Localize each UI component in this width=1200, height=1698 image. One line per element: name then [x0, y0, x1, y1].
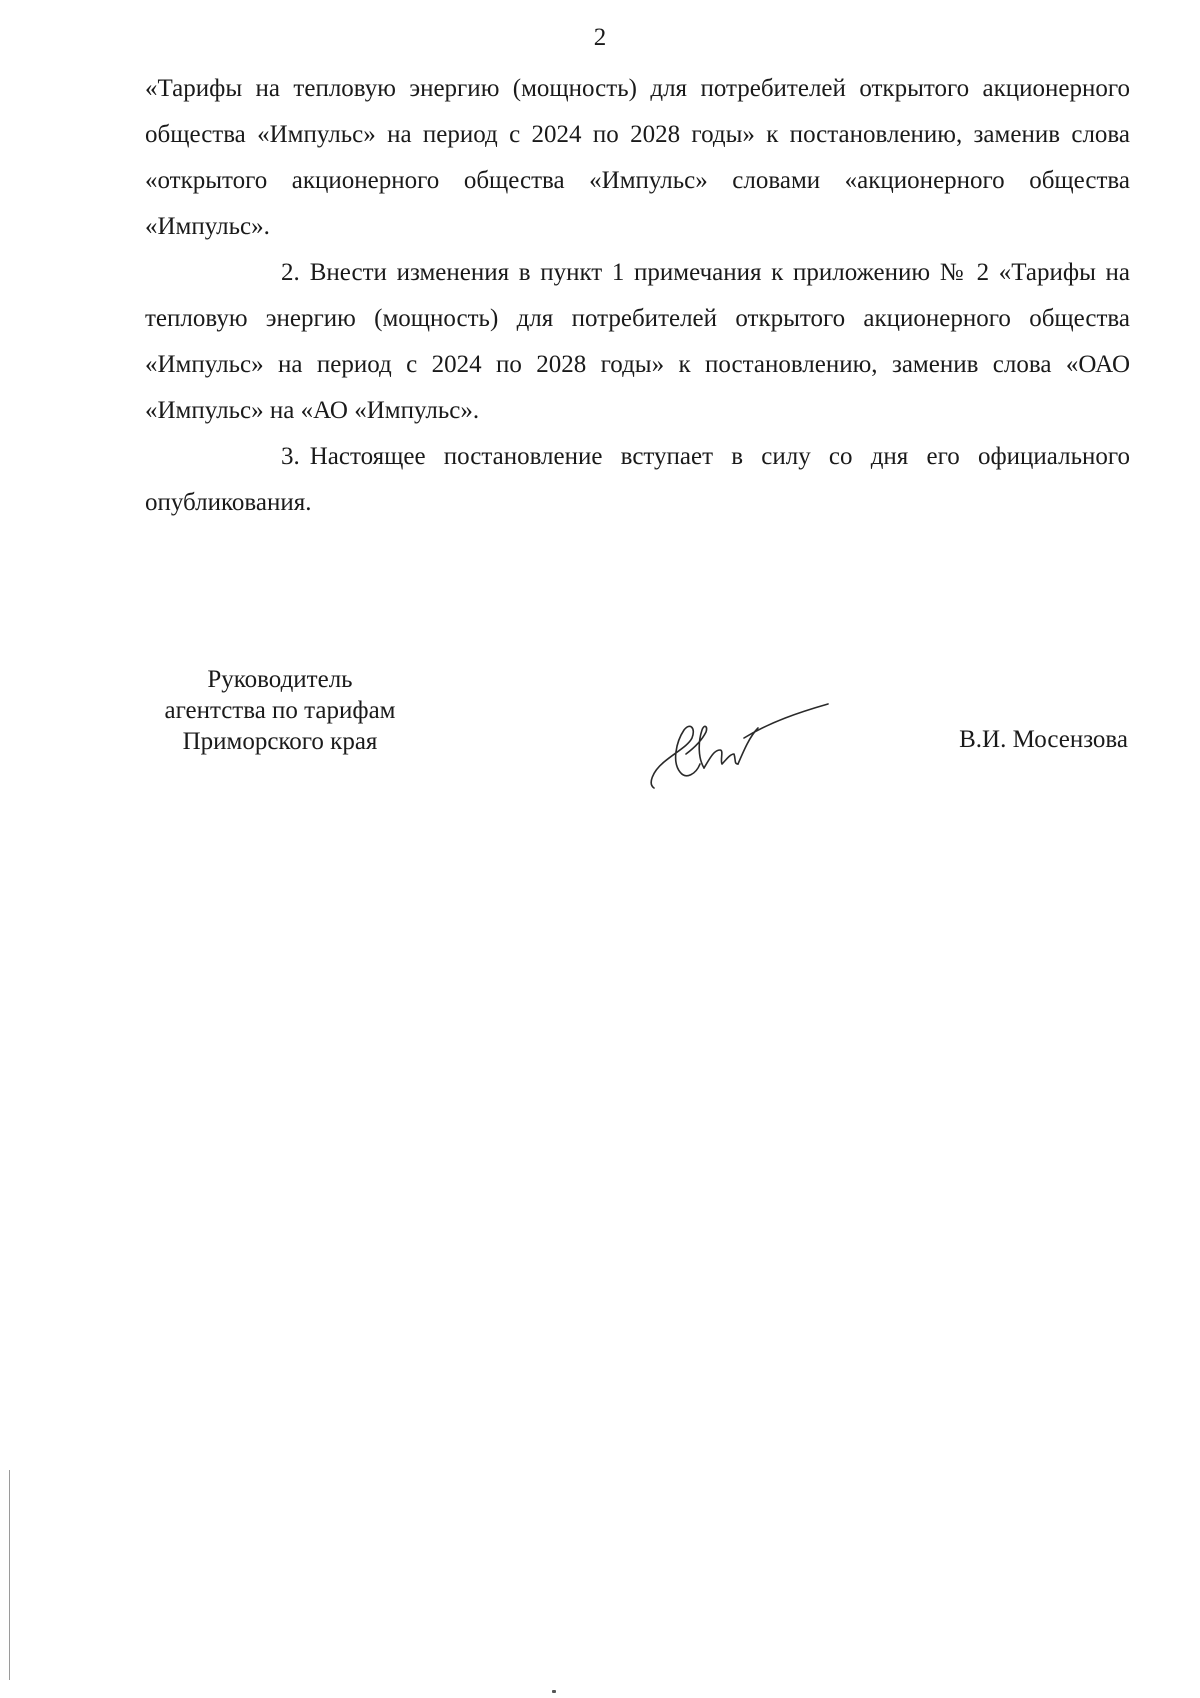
item-number: 3.: [281, 443, 300, 470]
paragraph-continuation: «Тарифы на тепловую энергию (мощность) для потребителей открытого акционерного общества «Импульс» на период с 2024 по 2028 годы» к постановлению, заменив слова «открытого акционерного общества «Импульс» словами «акционерного общества «Импульс».: [145, 75, 1130, 240]
document-body: [145, 66, 1130, 526]
paragraph-item-3: [145, 434, 1130, 526]
item-text: Настоящее постановление вступает в силу со дня его официального опубликования.: [145, 443, 1130, 516]
signatory-title-line: Руководитель: [207, 666, 353, 693]
signatory-name: В.И. Мосензова: [959, 726, 1128, 753]
scan-margin-line: [9, 1470, 10, 1680]
signatory-title-line: Приморского края: [182, 728, 378, 755]
page-number: 2: [593, 24, 607, 51]
scan-speck: [552, 1690, 556, 1693]
signatory-title: [140, 664, 420, 757]
paragraph-item-2: [145, 250, 1130, 434]
signatory-title-line: агентства по тарифам: [164, 697, 396, 724]
item-text: Внести изменения в пункт 1 примечания к приложению № 2 «Тарифы на тепловую энергию (мощность) для потребителей открытого акционерного общества «Импульс» на период с 2024 по 2028 годы» к постановлению, заменив слова «ОАО «Импульс» на «АО «Импульс».: [145, 259, 1130, 424]
item-number: 2.: [281, 259, 300, 286]
handwritten-signature: [640, 688, 830, 798]
